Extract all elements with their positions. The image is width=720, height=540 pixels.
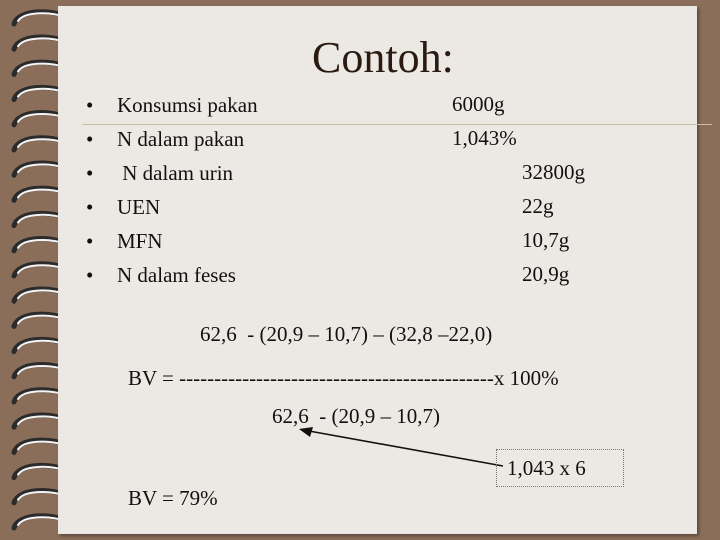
bullet-icon: •	[86, 229, 94, 253]
value-konsumsi-pakan: 6000g	[452, 92, 505, 116]
bullet-label: Konsumsi pakan	[117, 93, 258, 117]
header-rule	[82, 124, 712, 125]
slide-title: Contoh:	[312, 33, 454, 82]
arrow-icon	[295, 425, 505, 470]
bullet-label: N dalam urin	[117, 161, 234, 185]
callout-text: 1,043 x 6	[507, 456, 586, 480]
value-n-dalam-feses: 20,9g	[522, 262, 570, 286]
formula-bv-line: BV = ---------------------------------------------x 100%	[128, 366, 559, 390]
callout-box	[496, 449, 624, 487]
value-uen: 22g	[522, 194, 554, 218]
formula-numerator: 62,6 - (20,9 – 10,7) – (32,8 –22,0)	[200, 322, 493, 346]
value-n-dalam-urin: 32800g	[522, 160, 585, 184]
bullet-label: N dalam feses	[117, 263, 236, 287]
value-n-dalam-pakan: 1,043%	[452, 126, 517, 150]
bullet-label: N dalam pakan	[117, 127, 245, 151]
formula-denominator: 62,6 - (20,9 – 10,7)	[272, 404, 440, 428]
bullet-icon: •	[86, 195, 94, 219]
bullet-label: UEN	[117, 195, 161, 219]
value-mfn: 10,7g	[522, 228, 570, 252]
bullet-label: MFN	[117, 229, 163, 253]
bullet-icon: •	[86, 127, 94, 151]
bullet-icon: •	[86, 161, 94, 185]
bullet-icon: •	[86, 263, 94, 287]
bullet-icon: •	[86, 93, 94, 117]
formula-result: BV = 79%	[128, 486, 218, 510]
